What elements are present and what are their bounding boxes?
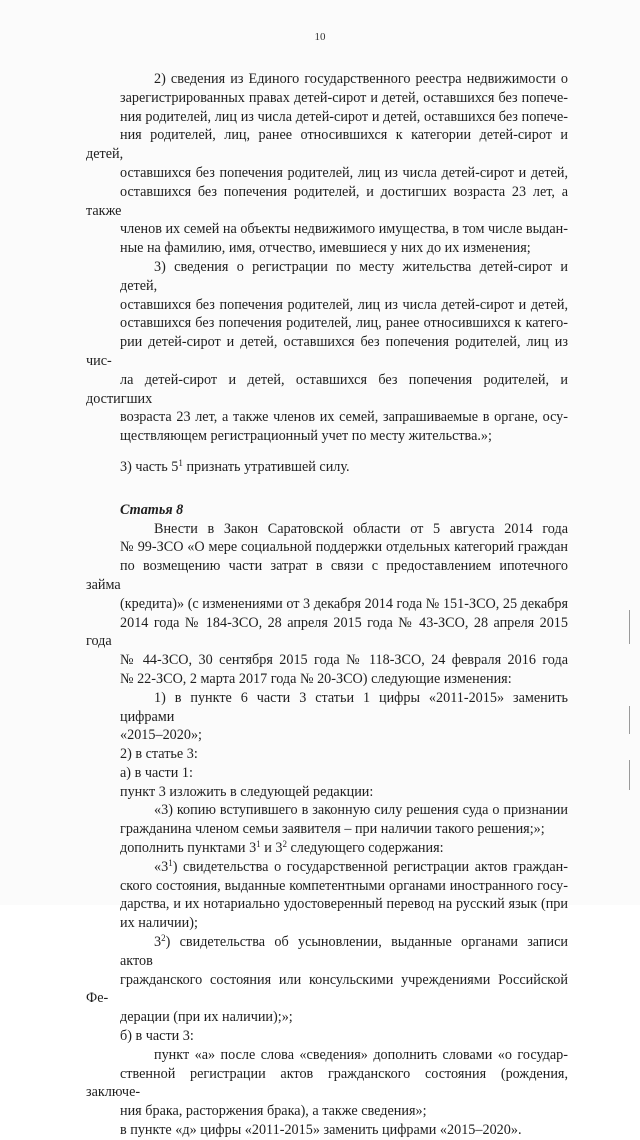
scan-margin-mark (629, 610, 630, 644)
text-line: дерации (при их наличии);»; (120, 1009, 293, 1026)
paragraph-point-a (86, 1046, 568, 1121)
paragraph-change-2: 2) в статье 3: (120, 746, 198, 763)
text-line: 2014 года № 184-ЗСО, 28 апреля 2015 года № 43-ЗСО, 28 апреля 2015 года (86, 614, 568, 650)
text-line: гражданского состояния или консульскими учреждениями Российской Фе- (86, 971, 568, 1007)
article-8-heading: Статья 8 (120, 501, 184, 518)
text-fragment: ) свидетельства об усыновлении, выданные органами записи актов (120, 934, 568, 969)
text-line: оставшихся без попечения родителей, лиц из числа детей-сирот и детей, (120, 164, 568, 181)
text-line: 3) сведения о регистрации по месту жительства детей-сирот и детей, (120, 258, 568, 294)
text-line: их наличии); (120, 915, 198, 932)
superscript: 1 (178, 457, 183, 468)
paragraph-part-5-repeal (86, 458, 568, 477)
text-line: № 44-ЗСО, 30 сентября 2015 года № 118-ЗСО, 24 февраля 2016 года (120, 652, 568, 669)
text-line: ные на фамилию, имя, отчество, имевшиеся у них до их изменения; (120, 240, 531, 257)
text-line: ла детей-сирот и детей, оставшихся без попечения родителей, и достигших (86, 371, 568, 407)
text-fragment: дополнить пунктами 3 (120, 840, 257, 857)
text-line: 1) в пункте 6 части 3 статьи 1 цифры «2011-2015» заменить цифрами (120, 689, 568, 725)
text-line (86, 858, 568, 877)
paragraph-point-3-text (86, 801, 568, 839)
text-line: дарства, и их нотариально удостоверенный перевод на русский язык (при (120, 896, 568, 913)
text-line: «2015–2020»; (120, 727, 202, 744)
text-line: ния родителей, лиц из числа детей-сирот и детей, оставшихся без попече- (120, 108, 568, 125)
scan-margin-mark (629, 760, 630, 790)
text-line: ществляющем регистрационный учет по месту жительства.»; (120, 428, 492, 445)
paragraph-article-8-intro (86, 520, 568, 689)
text-line: оставшихся без попечения родителей, лиц из числа детей-сирот и детей, (120, 296, 568, 313)
paragraph-point-3-2 (86, 933, 568, 1027)
superscript: 1 (168, 857, 173, 868)
paragraph-sub-a: а) в части 1: (120, 764, 193, 781)
text-line: ния родителей, лиц, ранее относившихся к категории детей-сирот и детей, (86, 127, 568, 163)
text-fragment: 3 (154, 934, 162, 951)
paragraph-change-1 (86, 689, 568, 745)
text-line: возраста 23 лет, а также членов их семей, запрашиваемые в органе, осу- (120, 409, 568, 426)
text-line: зарегистрированных правах детей-сирот и детей, оставшихся без попече- (120, 89, 568, 106)
text-line: членов их семей на объекты недвижимого имущества, в том числе выдан- (120, 221, 568, 238)
paragraph-point-3-edition: пункт 3 изложить в следующей редакции: (120, 783, 374, 800)
text-line: (кредита)» (с изменениями от 3 декабря 2014 года № 151-ЗСО, 25 декабря (120, 595, 568, 612)
superscript: 2 (161, 933, 166, 944)
paragraph-residence-registration (86, 258, 568, 446)
paragraph-sub-b: б) в части 3: (120, 1028, 194, 1045)
text-line: «3) копию вступившего в законную силу решения суда о признании (154, 802, 568, 819)
text-line: ния брака, расторжения брака), а также сведения»; (120, 1103, 427, 1120)
paragraph-point-3-1 (86, 858, 568, 933)
text-line: оставшихся без попечения родителей, и достигших возраста 23 лет, а также (86, 183, 568, 219)
text-fragment: 3) часть 5 (120, 458, 179, 475)
text-line: пункт «а» после слова «сведения» дополнить словами «о государ- (154, 1046, 568, 1063)
paragraph-supplement (86, 839, 568, 858)
superscript: 2 (282, 839, 287, 850)
text-line: гражданина членом семьи заявителя – при наличии такого решения;»; (120, 821, 545, 838)
text-fragment: признать утратившей силу. (182, 458, 350, 475)
text-line (86, 933, 568, 971)
scan-margin-mark (629, 706, 630, 734)
text-line: рии детей-сирот и детей, оставшихся без попечения родителей, лиц из чис- (86, 334, 568, 369)
text-fragment: следующего содержания: (286, 840, 444, 857)
paragraph-point-d: в пункте «д» цифры «2011-2015» заменить цифрами «2015–2020». (120, 1122, 522, 1139)
page-number: 10 (314, 31, 326, 43)
text-line: Внести в Закон Саратовской области от 5 августа 2014 года (154, 520, 568, 537)
text-line: по возмещению части затрат в связи с предоставлением ипотечного займа (86, 558, 568, 593)
text-fragment: и 3 (260, 840, 283, 857)
text-line: оставшихся без попечения родителей, лиц, ранее относившихся к катего- (120, 315, 568, 332)
document-body (86, 70, 568, 1140)
superscript: 1 (256, 839, 261, 850)
paragraph-registry-info (86, 70, 568, 258)
text-line: ского состояния, выданные компетентными органами иностранного госу- (120, 877, 568, 894)
text-line: 2) сведения из Единого государственного реестра недвижимости о (154, 71, 568, 87)
text-line: ственной регистрации актов гражданского состояния (рождения, заключе- (86, 1065, 568, 1101)
text-fragment: «3 (154, 858, 169, 875)
text-line: № 99-ЗСО «О мере социальной поддержки отдельных категорий граждан (120, 539, 568, 556)
text-fragment: ) свидетельства о государственной регистрации актов граждан- (172, 858, 568, 875)
text-line: № 22-ЗСО, 2 марта 2017 года № 20-ЗСО) следующие изменения: (120, 670, 512, 687)
